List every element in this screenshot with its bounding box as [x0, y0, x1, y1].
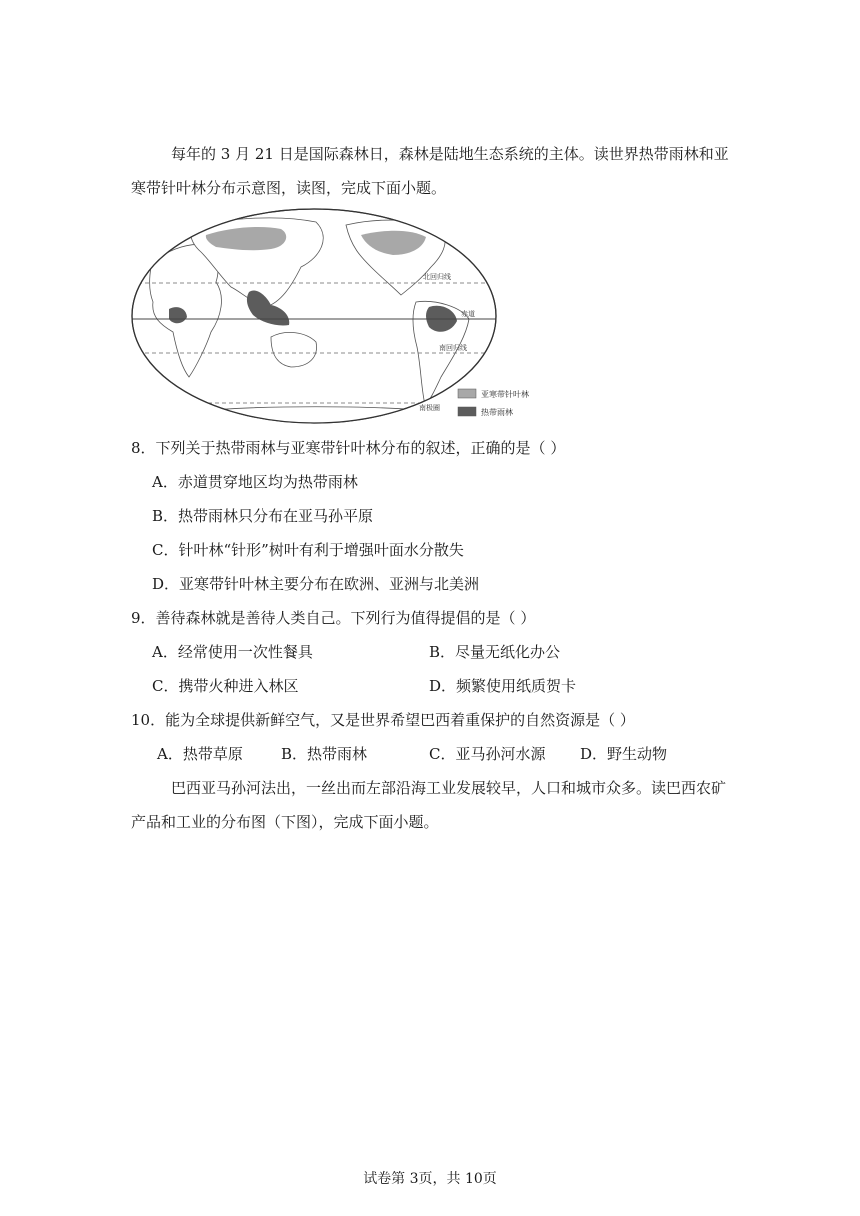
question-8-option-d[interactable]: D．亚寒带针叶林主要分布在欧洲、亚洲与北美洲 — [152, 575, 480, 593]
question-10-option-d[interactable]: D．野生动物 — [580, 745, 668, 763]
passage2-line-2: 产品和工业的分布图（下图），完成下面小题。 — [131, 813, 439, 831]
question-9-option-a[interactable]: A．经常使用一次性餐具 — [152, 643, 313, 661]
question-9-option-c[interactable]: C．携带火种进入林区 — [152, 677, 299, 695]
label-tropic-cancer: 北回归线 — [423, 273, 451, 281]
question-9-option-d[interactable]: D．频繁使用纸质贺卡 — [429, 677, 577, 695]
legend-swatch-rainforest — [458, 407, 476, 416]
question-10-option-c[interactable]: C．亚马孙河水源 — [429, 745, 546, 763]
legend-swatch-boreal — [458, 389, 476, 398]
world-forest-map — [131, 207, 529, 425]
intro-line-1: 每年的 3 月 21 日是国际森林日，森林是陆地生态系统的主体。读世界热带雨林和亚 — [171, 145, 729, 163]
question-8-option-a[interactable]: A．赤道贯穿地区均为热带雨林 — [152, 473, 358, 491]
intro-line-2: 寒带针叶林分布示意图，读图，完成下面小题。 — [131, 179, 447, 197]
legend-label-boreal: 亚寒带针叶林 — [481, 390, 529, 399]
question-10-option-b[interactable]: B．热带雨林 — [281, 745, 368, 763]
label-equator: 赤道 — [461, 310, 475, 318]
label-tropic-capricorn: 南回归线 — [439, 344, 467, 352]
question-9-option-b[interactable]: B．尽量无纸化办公 — [429, 643, 561, 661]
question-10-stem: 10．能为全球提供新鲜空气，又是世界希望巴西着重保护的自然资源是（ ） — [131, 711, 635, 729]
question-8-option-c[interactable]: C．针叶林“针形”树叶有利于增强叶面水分散失 — [152, 541, 464, 559]
page-footer: 试卷第 3页，共 10页 — [363, 1171, 497, 1187]
question-8-option-b[interactable]: B．热带雨林只分布在亚马孙平原 — [152, 507, 374, 525]
question-10-option-a[interactable]: A．热带草原 — [157, 745, 243, 763]
passage2-line-1: 巴西亚马孙河法出，一丝出而左部沿海工业发展较早，人口和城市众多。读巴西农矿 — [171, 779, 727, 797]
question-9-stem: 9．善待森林就是善待人类自己。下列行为值得提倡的是（ ） — [131, 609, 536, 627]
label-antarctic-circle: 南极圈 — [419, 404, 440, 412]
question-8-stem: 8．下列关于热带雨林与亚寒带针叶林分布的叙述，正确的是（ ） — [131, 439, 566, 457]
legend-label-rainforest: 热带雨林 — [481, 408, 513, 417]
